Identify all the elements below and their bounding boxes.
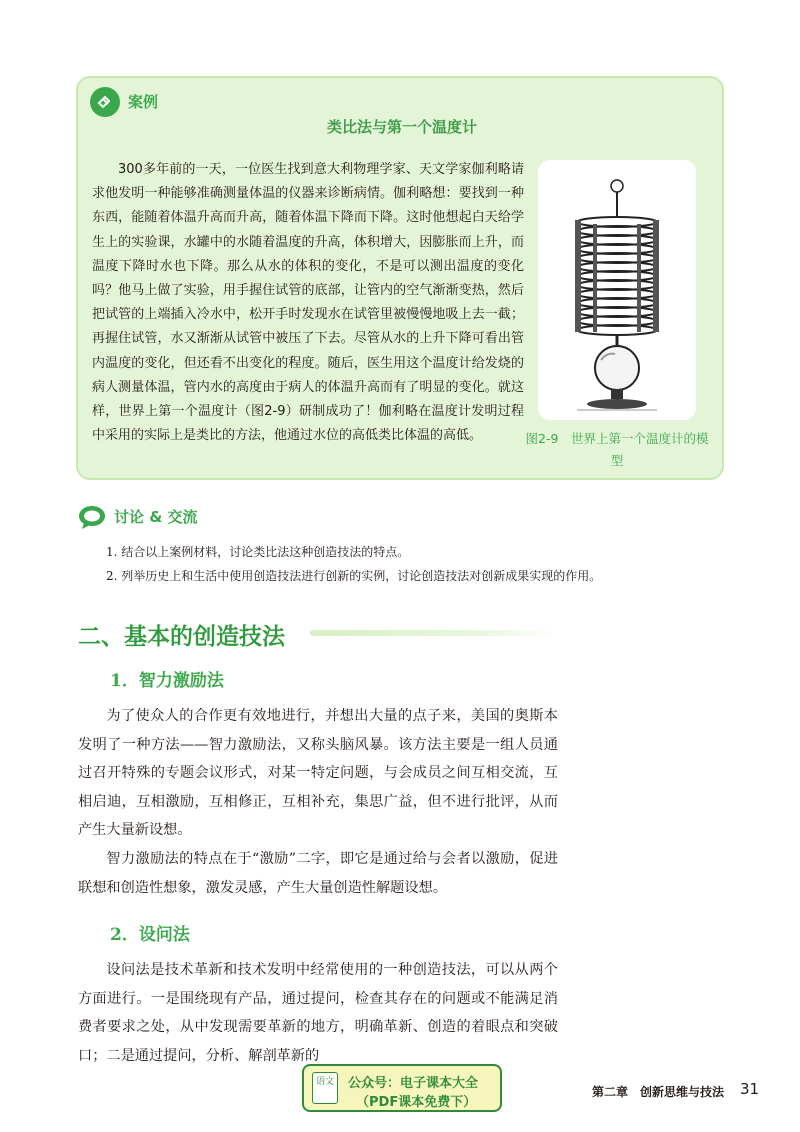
case-paragraph: 300多年前的一天，一位医生找到意大利物理学家、天文学家伽利略请求他发明一种能够准确测量体温的仪器来诊断病情。伽利略想：要找到一种东西，能随着体温升高而升高，随着体温下降而下降。这时他想起白天给学生上的实验课，水罐中的水随着温度的升高，体积增大，因膨胀而上升，而温度下降时水也下降。那么从水的体积的变化，不是可以测出温度的变化吗？他马上做了实验，用手握住试管的底部，让管内的空气渐渐变热，然后把试管的上端插入冷水中，松开手时发现水在试管里被慢慢地吸上去一截；再握住试管，水又渐渐从试管中被压了下去。尽管从水的上升下降可看出管内温度的变化，但还看不出变化的程度。随后，医生用这个温度计给发烧的病人测量体温，管内水的高度由于病人的体温升高而有了明显的变化。就这样，世界上第一个温度计（图2-9）研制成功了！伽利略在温度计发明过程中采用的实际上是类比的方法，他通过水位的高低类比体温的高低。 bbox=[92, 162, 524, 444]
subsection-body-questioning bbox=[78, 956, 558, 1070]
footer-chapter: 第二章 创新思维与技法 bbox=[592, 1085, 725, 1099]
paragraph: 智力激励法的特点在于“激励”二字，即它是通过给与会者以激励，促进联想和创造性想象，激发灵感，产生大量创造性解题设想。 bbox=[78, 850, 558, 896]
paragraph: 为了使众人的合作更有效地进行，并想出大量的点子来，美国的奥斯本发明了一种方法——智力激励法，又称头脑风暴。该方法主要是一组人员通过召开特殊的专题会议形式，对某一特定问题，与会成员之间互相交流，互相启迪，互相激励，互相修正，互相补充，集思广益，但不进行批评，从而产生大量新设想。 bbox=[78, 708, 558, 839]
subsection-title-brainstorm: 1．智力激励法 bbox=[110, 671, 224, 691]
discussion-item: 1. 结合以上案例材料，讨论类比法这种创造技法的特点。 bbox=[106, 545, 410, 559]
stamp-line1: 公众号：电子课本大全 bbox=[348, 1076, 479, 1091]
subsection-title-questioning: 2．设问法 bbox=[110, 925, 190, 945]
case-text bbox=[92, 158, 524, 448]
thermometer-figure bbox=[538, 160, 696, 420]
figure-caption: 图2-9 世界上第一个温度计的模型 bbox=[525, 431, 709, 468]
case-title: 类比法与第一个温度计 bbox=[326, 118, 477, 136]
speech-bubble-icon bbox=[78, 504, 106, 534]
section-divider bbox=[310, 630, 556, 636]
thermometer-illustration bbox=[557, 164, 677, 414]
discussion-title: 讨论 & 交流 bbox=[114, 508, 198, 526]
case-box bbox=[76, 76, 724, 480]
case-icon bbox=[90, 87, 120, 117]
subsection-body-brainstorm bbox=[78, 702, 558, 902]
stamp-line2: （PDF课本免费下） bbox=[356, 1095, 477, 1110]
case-label: 案例 bbox=[128, 93, 159, 111]
book-logo-icon: 语文 bbox=[312, 1072, 338, 1104]
section-title: 二、基本的创造技法 bbox=[78, 624, 285, 650]
paragraph: 设问法是技术革新和技术发明中经常使用的一种创造技法，可以从两个方面进行。一是围绕现有产品，通过提问，检查其存在的问题或不能满足消费者要求之处，从中发现需要革新的地方，明确革新、创造的着眼点和突破口；二是通过提问，分析、解剖革新的 bbox=[78, 962, 558, 1064]
discussion-item: 2. 列举历史上和生活中使用创造技法进行创新的实例，讨论创造技法对创新成果实现的作用。 bbox=[106, 569, 602, 583]
watermark-stamp bbox=[302, 1064, 502, 1112]
discussion-list bbox=[106, 540, 601, 588]
page-number: 31 bbox=[740, 1080, 760, 1098]
